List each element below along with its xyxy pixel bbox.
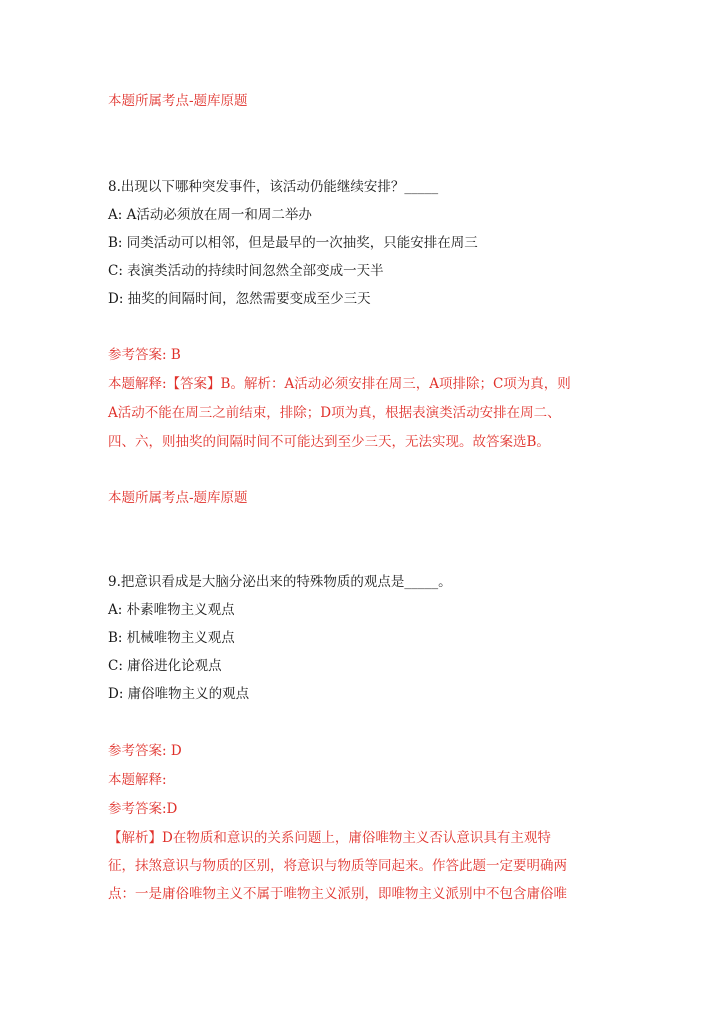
q8-explanation-line: 四、六，则抽奖的间隔时间不可能达到至少三天，无法实现。故答案选B。 [108, 434, 550, 450]
q9-answer-repeat: 参考答案:D [108, 801, 178, 817]
q9-option-a: A: 朴素唯物主义观点 [108, 602, 235, 618]
q8-option-a: A: A活动必须放在周一和周二举办 [108, 207, 312, 223]
q9-option-d: D: 庸俗唯物主义的观点 [108, 686, 250, 702]
topic-tag: 本题所属考点-题库原题 [108, 93, 248, 109]
q9-analysis-line: 点：一是庸俗唯物主义不属于唯物主义派别，即唯物主义派别中不包含庸俗唯 [108, 886, 567, 902]
q8-topic-tag: 本题所属考点-题库原题 [108, 490, 248, 506]
q9-explanation-label: 本题解释: [108, 772, 167, 788]
q8-option-b: B: 同类活动可以相邻，但是最早的一次抽奖，只能安排在周三 [108, 235, 478, 251]
q8-option-c: C: 表演类活动的持续时间忽然全部变成一天半 [108, 263, 384, 279]
question-8: 8.出现以下哪种突发事件，该活动仍能继续安排？_____ [108, 179, 439, 195]
q9-option-b: B: 机械唯物主义观点 [108, 630, 235, 646]
q9-answer: 参考答案: D [108, 743, 182, 759]
q8-explanation-line: A活动不能在周三之前结束，排除；D项为真，根据表演类活动安排在周二、 [108, 405, 561, 421]
q8-answer: 参考答案: B [108, 347, 181, 363]
question-9: 9.把意识看成是大脑分泌出来的特殊物质的观点是_____。 [108, 574, 452, 590]
q8-option-d: D: 抽奖的间隔时间，忽然需要变成至少三天 [108, 291, 371, 307]
q9-option-c: C: 庸俗进化论观点 [108, 658, 222, 674]
q9-analysis-line: 【解析】D在物质和意识的关系问题上，庸俗唯物主义否认意识具有主观特 [108, 830, 551, 846]
q9-analysis-line: 征，抹煞意识与物质的区别，将意识与物质等同起来。作答此题一定要明确两 [108, 858, 567, 874]
q8-explanation-line: 本题解释:【答案】B。解析：A活动必须安排在周三，A项排除；C项为真，则 [108, 376, 571, 392]
